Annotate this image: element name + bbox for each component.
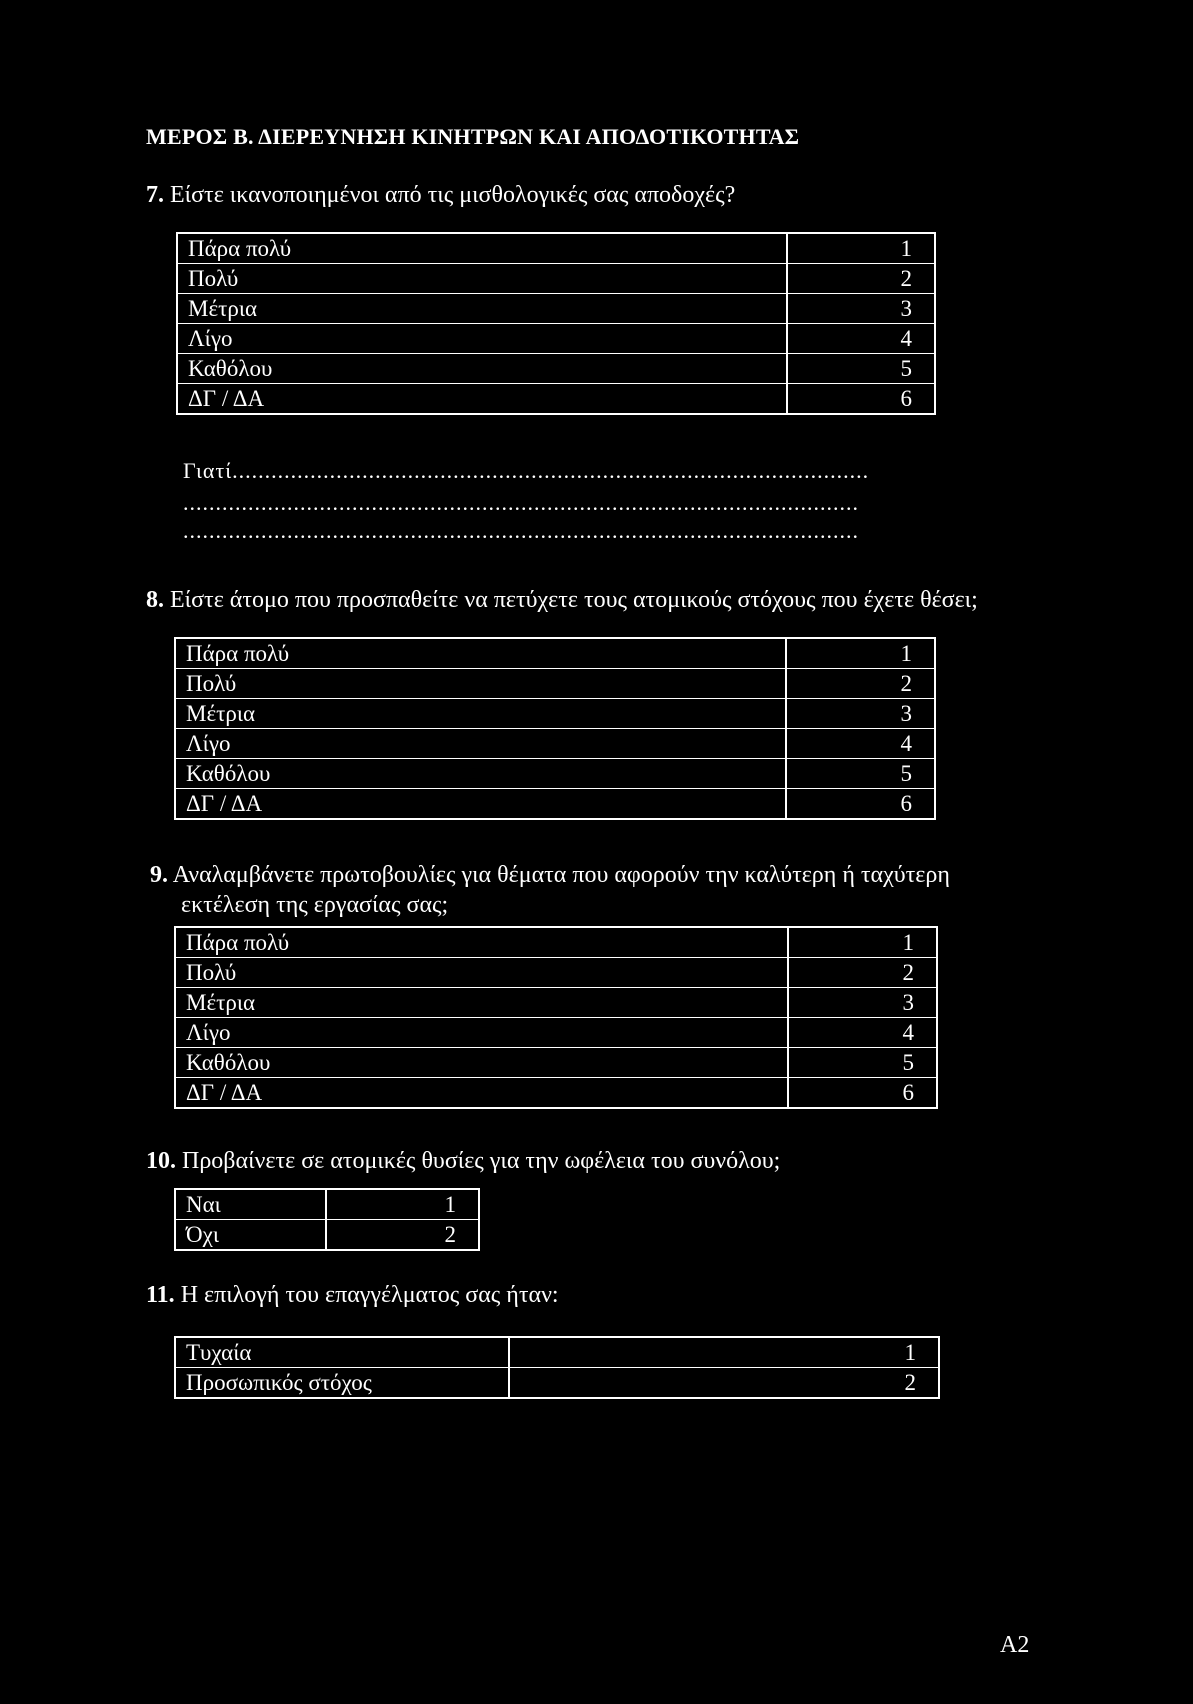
why-dots-2: ........................................................................................................ [183, 490, 859, 515]
option-label: Καθόλου [177, 354, 787, 384]
question-7 [146, 182, 735, 209]
option-code: 2 [786, 669, 935, 699]
option-label: Πάρα πολύ [175, 638, 786, 669]
option-code: 5 [786, 759, 935, 789]
option-label: ΔΓ / ΔΑ [186, 791, 263, 816]
option-code: 4 [787, 324, 935, 354]
question-9-options [174, 926, 938, 1109]
option-label: Καθόλου [175, 759, 786, 789]
option-row[interactable] [175, 1337, 939, 1368]
option-code: 1 [326, 1189, 479, 1220]
option-row[interactable] [175, 1220, 479, 1251]
why-answer-line-1[interactable] [183, 458, 1063, 484]
question-8-text: Είστε άτομο που προσπαθείτε να πετύχετε τους ατομικούς στόχους που έχετε θέσει; [170, 587, 978, 613]
option-row[interactable] [177, 384, 935, 415]
option-label: Λίγο [175, 729, 786, 759]
option-label: Μέτρια [175, 988, 788, 1018]
option-label: Λίγο [175, 1018, 788, 1048]
question-8 [146, 587, 978, 614]
option-row[interactable] [175, 958, 937, 988]
why-answer-line-2[interactable] [183, 490, 1063, 516]
option-row[interactable] [177, 324, 935, 354]
option-code: 3 [787, 294, 935, 324]
section-title: ΜΕΡΟΣ Β. ΔΙΕΡΕΥΝΗΣΗ ΚΙΝΗΤΡΩΝ ΚΑΙ ΑΠΟΔΟΤΙΚΟΤΗΤΑΣ [146, 124, 800, 149]
option-label: Πολύ [175, 958, 788, 988]
option-code: 2 [787, 264, 935, 294]
question-9 [150, 862, 950, 889]
option-code: 3 [788, 988, 937, 1018]
option-label: Ναι [175, 1189, 326, 1220]
question-9-number: 9. [150, 862, 168, 888]
question-10-options [174, 1188, 480, 1251]
option-row[interactable] [175, 988, 937, 1018]
option-code: 5 [788, 1048, 937, 1078]
option-code: 6 [787, 384, 935, 415]
option-row[interactable] [175, 1018, 937, 1048]
question-11-number: 11. [146, 1282, 175, 1308]
question-8-number: 8. [146, 587, 164, 613]
option-row[interactable] [177, 233, 935, 264]
option-label: Πάρα πολύ [177, 233, 787, 264]
option-row[interactable] [175, 1189, 479, 1220]
option-label: Πάρα πολύ [175, 927, 788, 958]
question-9-text-line-2: εκτέλεση της εργασίας σας; [181, 892, 449, 918]
option-row[interactable] [175, 1078, 937, 1109]
option-label: ΔΓ / ΔΑ [188, 386, 265, 411]
option-row[interactable] [175, 638, 935, 669]
option-label: Πολύ [177, 264, 787, 294]
option-code: 2 [509, 1368, 940, 1399]
option-label: Όχι [186, 1222, 220, 1247]
option-code: 2 [326, 1220, 479, 1251]
option-code: 1 [509, 1337, 940, 1368]
option-label: Προσωπικός στόχος [186, 1370, 372, 1395]
question-11-text: Η επιλογή του επαγγέλματος σας ήταν: [180, 1282, 559, 1308]
option-code: 1 [786, 638, 935, 669]
option-row[interactable] [175, 1048, 937, 1078]
why-dots-3: ........................................................................................................ [183, 518, 859, 543]
option-code: 4 [788, 1018, 937, 1048]
option-code: 4 [786, 729, 935, 759]
option-label: Πολύ [175, 669, 786, 699]
option-code: 6 [788, 1078, 937, 1109]
why-answer-line-3[interactable] [183, 518, 1063, 544]
option-code: 6 [786, 789, 935, 820]
option-code: 2 [788, 958, 937, 988]
page-number: A2 [1000, 1632, 1030, 1658]
option-label: Λίγο [177, 324, 787, 354]
option-code: 3 [786, 699, 935, 729]
option-row[interactable] [177, 294, 935, 324]
option-row[interactable] [175, 789, 935, 820]
question-11-options [174, 1336, 940, 1399]
why-label: Γιατί [183, 458, 233, 483]
question-10-text: Προβαίνετε σε ατομικές θυσίες για την ωφέλεια του συνόλου; [182, 1148, 781, 1174]
option-row[interactable] [175, 669, 935, 699]
option-label: Μέτρια [177, 294, 787, 324]
option-label: Καθόλου [175, 1048, 788, 1078]
option-row[interactable] [175, 699, 935, 729]
option-row[interactable] [177, 354, 935, 384]
question-9-text-line-1: Αναλαμβάνετε πρωτοβουλίες για θέματα που αφορούν την καλύτερη ή ταχύτερη [172, 862, 950, 888]
why-dots-1: .................................................................................................. [232, 458, 870, 483]
option-row[interactable] [177, 264, 935, 294]
question-10 [146, 1148, 780, 1175]
option-code: 5 [787, 354, 935, 384]
question-7-options [176, 232, 936, 415]
option-row[interactable] [175, 1368, 939, 1399]
question-11 [146, 1282, 559, 1309]
question-7-number: 7. [146, 182, 164, 208]
option-label: Τυχαία [175, 1337, 509, 1368]
option-label: ΔΓ / ΔΑ [186, 1080, 263, 1105]
option-row[interactable] [175, 759, 935, 789]
question-7-text: Είστε ικανοποιημένοι από τις μισθολογικές σας αποδοχές? [170, 182, 736, 208]
option-row[interactable] [175, 729, 935, 759]
question-10-number: 10. [146, 1148, 176, 1174]
option-row[interactable] [175, 927, 937, 958]
option-code: 1 [787, 233, 935, 264]
option-code: 1 [788, 927, 937, 958]
question-8-options [174, 637, 936, 820]
option-label: Μέτρια [175, 699, 786, 729]
